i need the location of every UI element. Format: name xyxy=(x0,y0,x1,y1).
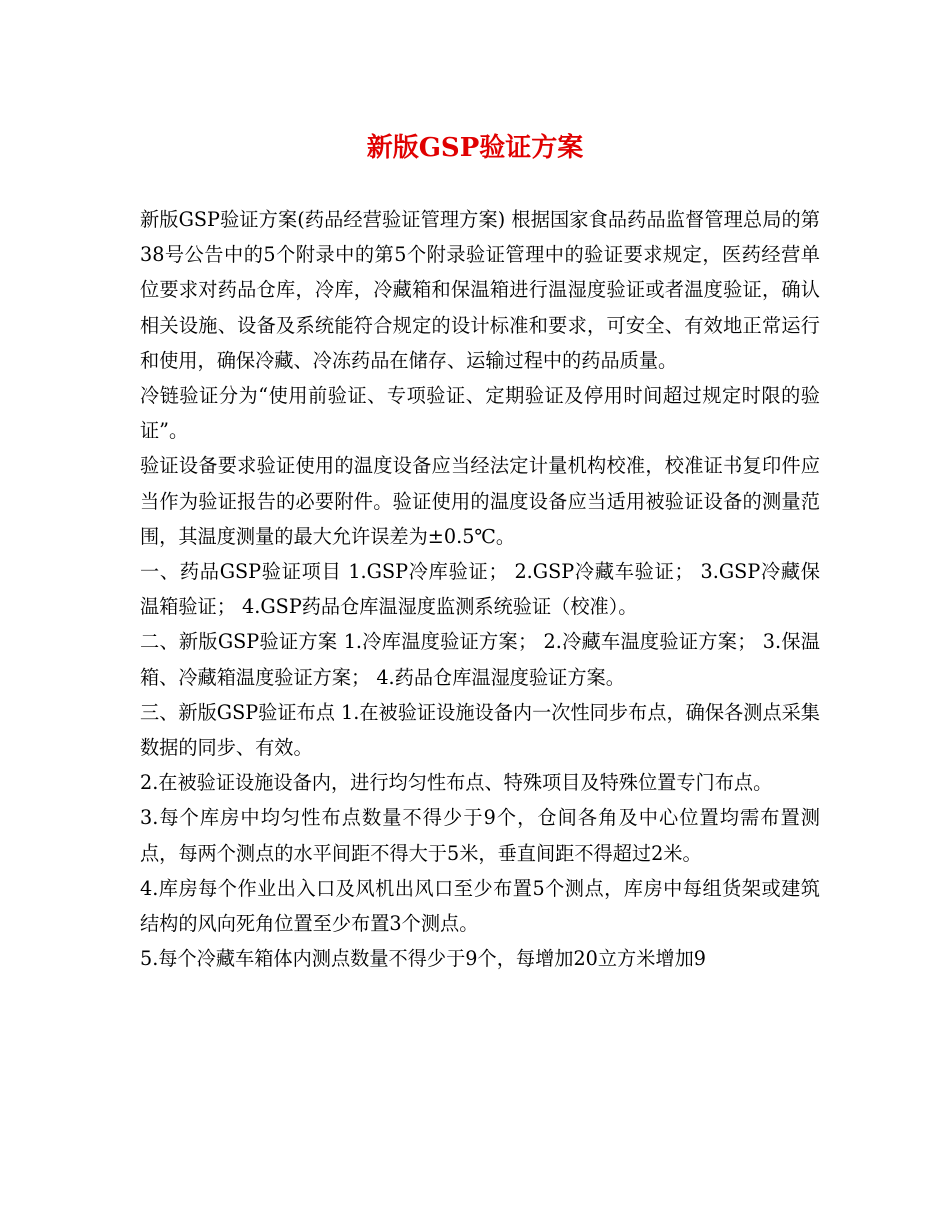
paragraph-equipment-requirements: 验证设备要求验证使用的温度设备应当经法定计量机构校准，校准证书复印件应当作为验证报告的必要附件。验证使用的温度设备应当适用被验证设备的测量范围，其温度测量的最大允许误差为±0.5℃。 xyxy=(140,454,820,548)
document-title: 新版GSP验证方案 xyxy=(366,133,584,163)
paragraph-section-one: 一、药品GSP验证项目 1.GSP冷库验证； 2.GSP冷藏车验证； 3.GSP冷藏保温箱验证； 4.GSP药品仓库温湿度监测系统验证（校准）。 xyxy=(140,560,820,619)
paragraph-section-three: 三、新版GSP验证布点 1.在被验证设施设备内一次性同步布点，确保各测点采集数据的同步、有效。 xyxy=(140,700,820,760)
paragraph-point-3: 3.每个库房中均匀性布点数量不得少于9个，仓间各角及中心位置均需布置测点，每两个测点的水平间距不得大于5米，垂直间距不得超过2米。 xyxy=(140,806,820,865)
paragraph-cold-chain-types: 冷链验证分为“使用前验证、专项验证、定期验证及停用时间超过规定时限的验证”。 xyxy=(140,384,820,443)
paragraph-intro: 新版GSP验证方案(药品经营验证管理方案) 根据国家食品药品监督管理总局的第38号公告中的5个附录中的第5个附录验证管理中的验证要求规定，医药经营单位要求对药品仓库，冷库，冷藏箱和保温箱进行温湿度验证或者温度验证，确认相关设施、设备及系统能符合规定的设计标准和要求，可安全、有效地正常运行和使用，确保冷藏、冷冻药品在储存、运输过程中的药品质量。 xyxy=(140,208,820,372)
paragraph-point-2: 2.在被验证设施设备内，进行均匀性布点、特殊项目及特殊位置专门布点。 xyxy=(140,771,773,795)
paragraph-point-5: 5.每个冷藏车箱体内测点数量不得少于9个，每增加20立方米增加9 xyxy=(140,947,707,971)
paragraph-section-two: 二、新版GSP验证方案 1.冷库温度验证方案； 2.冷藏车温度验证方案； 3.保温箱、冷藏箱温度验证方案； 4.药品仓库温湿度验证方案。 xyxy=(140,630,820,689)
paragraph-point-4: 4.库房每个作业出入口及风机出风口至少布置5个测点，库房中每组货架或建筑结构的风向死角位置至少布置3个测点。 xyxy=(140,876,820,936)
document-body xyxy=(140,202,820,976)
